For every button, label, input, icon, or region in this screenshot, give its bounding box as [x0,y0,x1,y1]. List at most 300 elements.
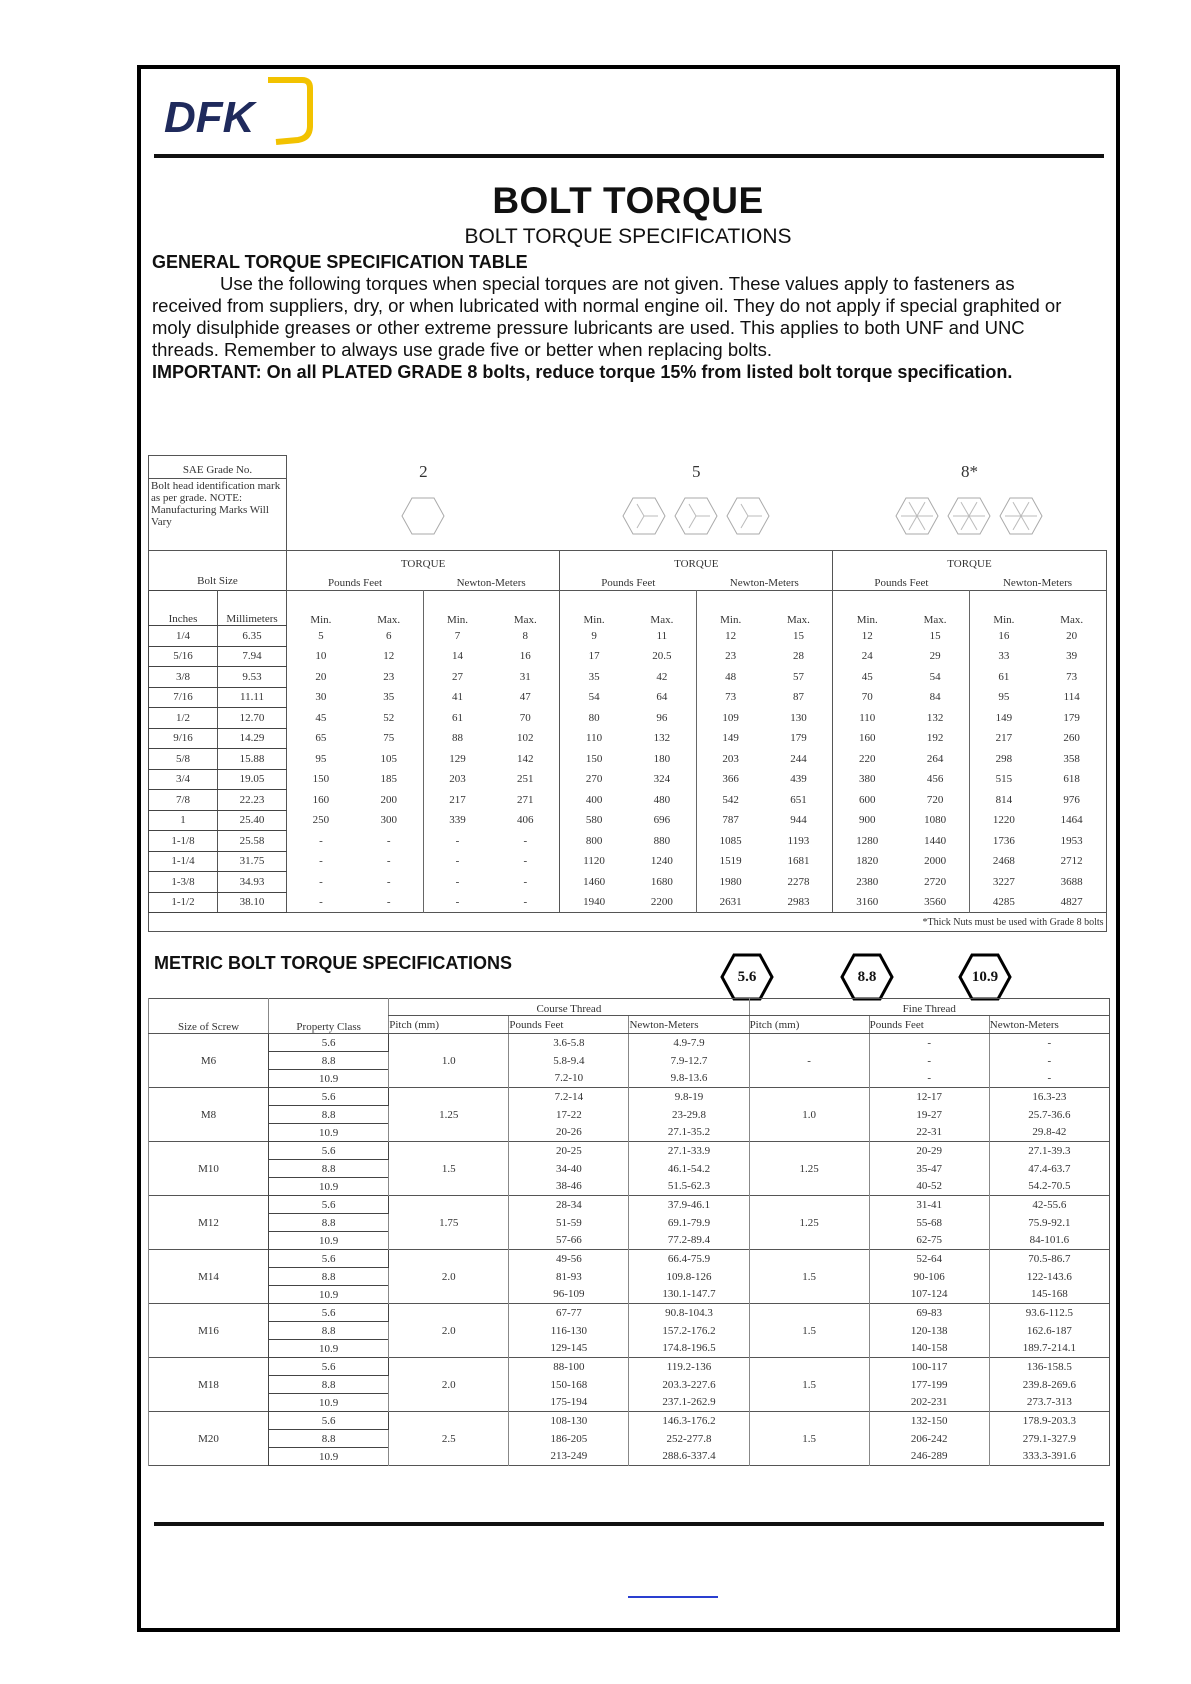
fine-newton-meters: - [989,1070,1109,1088]
table-row [149,728,1107,749]
bolt-head-hex-3line-icon [726,496,770,536]
table-cell: 1085 [696,831,764,852]
millimeters-header: Millimeters [218,591,287,626]
course-newton-meters: 7.9-12.7 [629,1052,749,1070]
table-cell: 720 [926,793,944,806]
course-newton-meters: 237.1-262.9 [629,1394,749,1412]
course-thread-header: Course Thread [389,999,749,1016]
fine-pitch: 1.5 [749,1412,869,1466]
sae-torque-table [148,455,1107,932]
course-newton-meters: 9.8-13.6 [629,1070,749,1088]
table-cell: 480 [653,793,671,806]
table-cell: 618 [1038,769,1106,790]
fine-newton-meters: 93.6-112.5 [989,1304,1109,1322]
fine-newton-meters: 178.9-203.3 [989,1412,1109,1430]
table-cell: 12 [696,626,764,647]
fine-newton-meters: 42-55.6 [989,1196,1109,1214]
table-row [149,872,1107,893]
grade-header [560,456,833,551]
table-cell: 54 [929,670,941,683]
table-row [149,790,1107,811]
table-row [149,626,1107,647]
table-cell: - [423,831,491,852]
table-cell: 30 [287,687,355,708]
identification-note: Bolt head identification mark as per grade. NOTE: Manufacturing Marks Will Vary [151,480,281,528]
table-cell: 87 [792,691,804,704]
table-row [149,1430,1110,1448]
fine-newton-meters: 333.3-391.6 [989,1448,1109,1466]
pitch-header: Pitch (mm) [389,1016,509,1034]
fine-pounds-feet: 19-27 [869,1106,989,1124]
table-cell: 27 [423,667,491,688]
table-cell: 9/16 [149,728,218,749]
course-pounds-feet: 5.8-9.4 [509,1052,629,1070]
table-cell: 542 [696,790,764,811]
course-newton-meters: 119.2-136 [629,1358,749,1376]
table-cell: 366 [696,769,764,790]
table-row [149,1088,1110,1106]
fine-pitch: 1.25 [749,1142,869,1196]
torque-label: TORQUE [400,558,446,570]
course-newton-meters: 4.9-7.9 [629,1034,749,1052]
header-rule [154,154,1104,158]
sae-grade-label: SAE Grade No. [149,456,286,479]
fine-pounds-feet: 100-117 [869,1358,989,1376]
table-row [149,1286,1110,1304]
table-cell: 129 [423,749,491,770]
table-cell: 38.10 [218,892,287,913]
course-pounds-feet: 213-249 [509,1448,629,1466]
course-newton-meters: 130.1-147.7 [629,1286,749,1304]
course-newton-meters: 288.6-337.4 [629,1448,749,1466]
paragraph-line: received from suppliers, dry, or when lubricated with normal engine oil. They do not apply if special graphited or [152,295,1062,316]
table-cell: 70 [519,711,531,724]
table-cell: 15.88 [218,749,287,770]
fine-newton-meters: 84-101.6 [989,1232,1109,1250]
table-row [149,1214,1110,1232]
table-cell: 12.70 [218,708,287,729]
table-cell: 880 [653,834,671,847]
metric-torque-table [148,998,1110,1466]
property-class: 5.6 [269,1250,389,1268]
screw-size: M12 [149,1196,269,1250]
table-cell: 2983 [787,896,810,908]
pounds-feet-header: Pounds Feet [509,1016,629,1034]
metric-heading: METRIC BOLT TORQUE SPECIFICATIONS [154,953,513,973]
table-cell: 24 [833,646,901,667]
inches-header: Inches [149,591,218,626]
table-cell: 203 [696,749,764,770]
table-cell: 84 [929,691,941,704]
table-row [149,810,1107,831]
table-cell: 339 [423,810,491,831]
table-cell: 64 [656,691,668,704]
table-row [149,1412,1110,1430]
course-pitch: 1.0 [389,1034,509,1088]
newton-meters-label: Newton-Meters [1002,577,1073,589]
table-cell: 96 [656,711,668,724]
table-cell: 75 [383,732,395,745]
course-pitch: 2.0 [389,1304,509,1358]
table-cell: 696 [653,814,671,827]
table-row [149,1304,1110,1322]
table-cell: - [386,855,391,868]
table-cell: 1/4 [149,626,218,647]
table-cell: - [287,872,355,893]
property-class: 5.6 [269,1088,389,1106]
property-class: 8.8 [269,1268,389,1286]
max-header: Max. [513,613,537,626]
newton-meters-label: Newton-Meters [729,577,799,589]
max-header: Max. [787,613,810,626]
fine-newton-meters: 27.1-39.3 [989,1142,1109,1160]
badge-label: 8.8 [857,969,877,985]
fine-pounds-feet: - [869,1070,989,1088]
table-row [149,831,1107,852]
table-cell: 160 [833,728,901,749]
table-row [149,1340,1110,1358]
property-class: 8.8 [269,1214,389,1232]
table-cell: 35 [383,691,395,704]
table-cell: 580 [560,810,628,831]
table-cell: 61 [423,708,491,729]
pounds-feet-label: Pounds Feet [874,577,929,589]
table-cell: 251 [517,773,534,786]
table-cell: 2000 [924,855,947,868]
course-pounds-feet: 49-56 [509,1250,629,1268]
table-cell: 150 [287,769,355,790]
table-cell: 1080 [924,814,947,827]
table-cell: 3227 [969,872,1037,893]
table-cell: 324 [653,773,671,786]
screw-size: M20 [149,1412,269,1466]
table-cell: 47 [519,691,531,704]
table-cell: 270 [560,769,628,790]
course-newton-meters: 174.8-196.5 [629,1340,749,1358]
table-cell: 110 [833,708,901,729]
pounds-feet-header: Pounds Feet [869,1016,989,1034]
course-newton-meters: 252-277.8 [629,1430,749,1448]
table-cell: 179 [1038,708,1106,729]
table-cell: 1120 [560,851,628,872]
badge-label: 10.9 [971,969,999,985]
fine-newton-meters: - [989,1034,1109,1052]
table-cell: 814 [969,790,1037,811]
table-cell: 132 [653,732,671,745]
table-cell: 14 [423,646,491,667]
fine-pounds-feet: 62-75 [869,1232,989,1250]
min-header: Min. [287,591,355,626]
table-cell: 130 [790,711,807,724]
fine-pounds-feet: 35-47 [869,1160,989,1178]
table-cell: 944 [790,814,807,827]
table-cell: 41 [423,687,491,708]
table-cell: 179 [790,732,807,745]
table-cell: - [423,872,491,893]
table-cell: 9 [560,626,628,647]
screw-size: M18 [149,1358,269,1412]
fine-newton-meters: 279.1-327.9 [989,1430,1109,1448]
property-class: 8.8 [269,1322,389,1340]
table-cell: 380 [833,769,901,790]
course-pounds-feet: 7.2-14 [509,1088,629,1106]
table-cell: 52 [383,711,395,724]
table-cell: 95 [287,749,355,770]
sae-grade-label-cell [149,456,287,551]
property-class: 10.9 [269,1286,389,1304]
table-row [149,1070,1110,1088]
course-newton-meters: 66.4-75.9 [629,1250,749,1268]
min-header: Min. [423,591,491,626]
size-header: Size of Screw [149,999,269,1034]
table-cell: 39 [1038,646,1106,667]
table-cell: 1680 [650,875,673,888]
page-title: BOLT TORQUE [492,180,764,221]
newton-meters-header: Newton-Meters [989,1016,1109,1034]
table-cell: 400 [560,790,628,811]
footer-rule [154,1522,1104,1526]
table-cell: 358 [1038,749,1106,770]
table-cell: 220 [833,749,901,770]
table-cell: 787 [696,810,764,831]
property-class: 10.9 [269,1448,389,1466]
min-header: Min. [560,591,628,626]
table-cell: 185 [380,773,397,786]
table-cell: 3560 [924,896,947,908]
badge-label: 5.6 [737,969,757,985]
fine-pounds-feet: 206-242 [869,1430,989,1448]
table-cell: 48 [696,667,764,688]
fine-pitch: 1.5 [749,1358,869,1412]
property-class: 5.6 [269,1196,389,1214]
course-pitch: 2.0 [389,1358,509,1412]
property-class: 8.8 [269,1430,389,1448]
course-pounds-feet: 175-194 [509,1394,629,1412]
fine-newton-meters: 25.7-36.6 [989,1106,1109,1124]
fine-pounds-feet: 20-29 [869,1142,989,1160]
table-row [149,667,1107,688]
property-class-badge [720,953,774,1001]
fine-newton-meters: 16.3-23 [989,1088,1109,1106]
table-cell: 2278 [787,875,810,888]
table-cell: 25.58 [218,831,287,852]
table-cell: - [523,834,528,847]
table-cell: 105 [380,752,397,765]
table-cell: 3/8 [149,667,218,688]
course-pounds-feet: 129-145 [509,1340,629,1358]
property-class: 10.9 [269,1178,389,1196]
table-cell: 16 [969,626,1037,647]
course-newton-meters: 27.1-33.9 [629,1142,749,1160]
table-cell: 600 [833,790,901,811]
fine-newton-meters: 70.5-86.7 [989,1250,1109,1268]
table-cell: 5 [287,626,355,647]
dfk-logo [160,76,320,148]
course-pitch: 2.0 [389,1250,509,1304]
fine-newton-meters: 273.7-313 [989,1394,1109,1412]
table-cell: 10 [287,646,355,667]
table-cell: 70 [833,687,901,708]
table-cell: - [523,855,528,868]
table-cell: 12 [833,626,901,647]
fine-newton-meters: 122-143.6 [989,1268,1109,1286]
table-cell: 15 [929,629,941,642]
table-cell: - [423,892,491,913]
table-cell: - [523,896,528,908]
screw-size: M14 [149,1250,269,1304]
course-pounds-feet: 34-40 [509,1160,629,1178]
table-cell: 2720 [924,875,947,888]
table-cell: 19.05 [218,769,287,790]
table-cell: 1980 [696,872,764,893]
screw-size: M16 [149,1304,269,1358]
property-class: 8.8 [269,1106,389,1124]
fine-pounds-feet: - [869,1034,989,1052]
table-cell: 1240 [650,855,673,868]
course-pounds-feet: 116-130 [509,1322,629,1340]
table-row [149,1196,1110,1214]
table-cell: 298 [969,749,1037,770]
fine-pounds-feet: 55-68 [869,1214,989,1232]
table-cell: 1220 [969,810,1037,831]
table-cell: 1953 [1038,831,1106,852]
pounds-feet-label: Pounds Feet [601,577,656,589]
property-class: 8.8 [269,1052,389,1070]
pounds-feet-label: Pounds Feet [328,577,383,589]
fine-newton-meters: 54.2-70.5 [989,1178,1109,1196]
course-pitch: 1.25 [389,1088,509,1142]
table-cell: 439 [790,773,807,786]
fine-pounds-feet: 132-150 [869,1412,989,1430]
course-pounds-feet: 3.6-5.8 [509,1034,629,1052]
intro-paragraph [152,273,1112,361]
table-cell: 20.5 [652,650,672,663]
course-pounds-feet: 67-77 [509,1304,629,1322]
table-row [149,1124,1110,1142]
table-cell: 17 [560,646,628,667]
table-cell: 456 [926,773,944,786]
max-header: Max. [650,613,674,626]
grade-header [287,456,560,551]
table-cell: 132 [926,711,944,724]
fine-pounds-feet: 52-64 [869,1250,989,1268]
table-cell: 20 [1038,626,1106,647]
table-cell: 406 [517,814,534,827]
table-cell: 2468 [969,851,1037,872]
fine-pounds-feet: 177-199 [869,1376,989,1394]
table-cell: 22.23 [218,790,287,811]
screw-size: M8 [149,1088,269,1142]
table-cell: 149 [969,708,1037,729]
table-cell: 7 [423,626,491,647]
table-cell: 35 [560,667,628,688]
course-pitch: 1.75 [389,1196,509,1250]
table-cell: 142 [517,752,534,765]
grade-number: 5 [692,461,701,481]
course-newton-meters: 157.2-176.2 [629,1322,749,1340]
table-cell: - [287,892,355,913]
table-cell: 4827 [1038,892,1106,913]
general-heading: GENERAL TORQUE SPECIFICATION TABLE [152,252,528,272]
fine-newton-meters: 136-158.5 [989,1358,1109,1376]
course-newton-meters: 77.2-89.4 [629,1232,749,1250]
fine-newton-meters: 29.8-42 [989,1124,1109,1142]
fine-pounds-feet: 22-31 [869,1124,989,1142]
course-pitch: 1.5 [389,1142,509,1196]
fine-pounds-feet: 246-289 [869,1448,989,1466]
table-cell: 250 [287,810,355,831]
table-cell: 260 [1038,728,1106,749]
course-pounds-feet: 38-46 [509,1178,629,1196]
table-cell: 8 [522,629,529,642]
bolt-head-hex-6line-icon [895,496,939,536]
fine-pounds-feet: - [869,1052,989,1070]
table-cell: 114 [1038,687,1106,708]
fine-pitch: - [749,1034,869,1088]
pitch-header: Pitch (mm) [749,1016,869,1034]
table-cell: 800 [560,831,628,852]
fine-pounds-feet: 120-138 [869,1322,989,1340]
table-cell: 1 [149,810,218,831]
table-cell: 7.94 [218,646,287,667]
table-cell: 6.35 [218,626,287,647]
table-cell: 16 [519,650,531,663]
fine-newton-meters: 47.4-63.7 [989,1160,1109,1178]
table-cell: 109 [696,708,764,729]
table-row [149,1448,1110,1466]
table-cell: 1-1/8 [149,831,218,852]
table-cell: 3/4 [149,769,218,790]
torque-header [560,551,833,591]
bolt-head-hex-6line-icon [947,496,991,536]
course-newton-meters: 9.8-19 [629,1088,749,1106]
fine-newton-meters: 162.6-187 [989,1322,1109,1340]
table-cell: 11 [656,629,668,642]
table-row [149,1052,1110,1070]
paragraph-line: moly disulphide greases or other extreme pressure lubricants are used. This applies to both UNF and UNC [152,317,1025,338]
course-newton-meters: 46.1-54.2 [629,1160,749,1178]
property-class-badge [958,953,1012,1001]
torque-header [287,551,560,591]
newton-meters-header: Newton-Meters [629,1016,749,1034]
torque-label: TORQUE [947,558,992,570]
table-cell: 192 [926,732,944,745]
table-cell: 15 [792,629,804,642]
min-header: Min. [696,591,764,626]
table-cell: - [287,831,355,852]
table-cell: 976 [1038,790,1106,811]
table-row [149,1178,1110,1196]
newton-meters-label: Newton-Meters [456,577,526,589]
footer-link[interactable] [628,1596,718,1598]
min-header: Min. [969,591,1037,626]
course-pounds-feet: 150-168 [509,1376,629,1394]
bolt-head-hex-3line-icon [674,496,718,536]
table-cell: 33 [969,646,1037,667]
table-cell: 34.93 [218,872,287,893]
course-newton-meters: 23-29.8 [629,1106,749,1124]
course-pounds-feet: 7.2-10 [509,1070,629,1088]
table-cell: 2380 [833,872,901,893]
fine-newton-meters: 145-168 [989,1286,1109,1304]
max-header: Max. [1038,591,1106,626]
course-pounds-feet: 81-93 [509,1268,629,1286]
property-class: 8.8 [269,1160,389,1178]
table-cell: 244 [790,752,807,765]
bolt-head-hex-6line-icon [999,496,1043,536]
course-pounds-feet: 20-25 [509,1142,629,1160]
fine-pounds-feet: 12-17 [869,1088,989,1106]
